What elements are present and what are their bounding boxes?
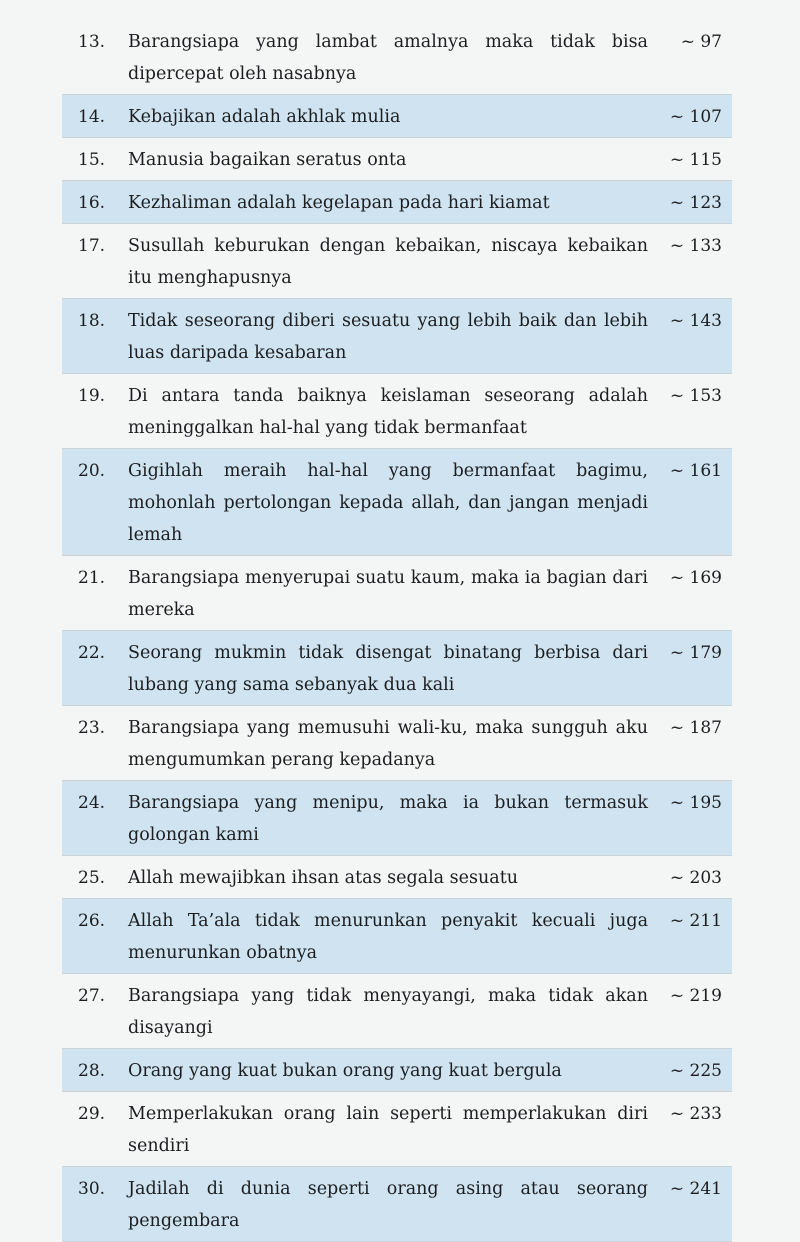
toc-entry-page-number: ~ 115: [669, 150, 722, 170]
toc-entry-page-number: ~ 97: [680, 32, 722, 52]
toc-entry-number: 19.: [78, 386, 106, 406]
toc-entry-title: Kebajikan adalah akhlak mulia: [128, 107, 401, 127]
toc-entry-page-number: ~ 153: [669, 386, 722, 406]
toc-entry-title: Memperlakukan orang lain seperti memperlakukan diri sendiri: [128, 1104, 648, 1156]
toc-entry-page-number: ~ 241: [669, 1179, 722, 1199]
toc-entry-number: 16.: [78, 193, 106, 213]
toc-entry-page-number: ~ 195: [669, 793, 722, 813]
toc-entry-number: 24.: [78, 793, 106, 813]
toc-entry-number: 26.: [78, 911, 106, 931]
toc-entry-number: 15.: [78, 150, 106, 170]
toc-entry-page-number: ~ 133: [669, 236, 722, 256]
toc-entry-title: Seorang mukmin tidak disengat binatang berbisa dari lubang yang sama sebanyak dua kali: [128, 643, 648, 695]
toc-entry-number: 22.: [78, 643, 106, 663]
toc-entry: [62, 20, 732, 95]
toc-entry-number: 28.: [78, 1061, 106, 1081]
toc-entry-page-number: ~ 233: [669, 1104, 722, 1124]
toc-entry-title: Susullah keburukan dengan kebaikan, niscaya kebaikan itu menghapusnya: [128, 236, 648, 288]
toc-entry-title: Orang yang kuat bukan orang yang kuat bergula: [128, 1061, 562, 1081]
toc-entry-page-number: ~ 225: [669, 1061, 722, 1081]
toc-entry: [62, 1092, 732, 1167]
toc-entry-number: 30.: [78, 1179, 106, 1199]
toc-entry: [62, 556, 732, 631]
toc-entry-page-number: ~ 203: [669, 868, 722, 888]
toc-entry: [62, 899, 732, 974]
toc-entry-title: Barangsiapa menyerupai suatu kaum, maka ia bagian dari mereka: [128, 568, 648, 620]
toc-entry-page-number: ~ 143: [669, 311, 722, 331]
toc-entry: [62, 974, 732, 1049]
toc-entry-number: 20.: [78, 461, 106, 481]
toc-entry-title: Barangsiapa yang menipu, maka ia bukan termasuk golongan kami: [128, 793, 648, 845]
toc-entry-number: 18.: [78, 311, 106, 331]
toc-entry-page-number: ~ 219: [669, 986, 722, 1006]
toc-entry-title: Jadilah di dunia seperti orang asing atau seorang pengembara: [128, 1179, 648, 1231]
toc-entry-title: Di antara tanda baiknya keislaman seseorang adalah meninggalkan hal-hal yang tidak bermanfaat: [128, 386, 648, 438]
toc-entry-title: Barangsiapa yang memusuhi wali-ku, maka sungguh aku mengumumkan perang kepadanya: [128, 718, 648, 770]
toc-entry-title: Gigihlah meraih hal-hal yang bermanfaat bagimu, mohonlah pertolongan kepada allah, dan jangan menjadi lemah: [128, 461, 648, 545]
toc-entry: [62, 181, 732, 224]
toc-entry-number: 13.: [78, 32, 106, 52]
toc-entry: [62, 781, 732, 856]
toc-entry-number: 27.: [78, 986, 106, 1006]
toc-entry-page-number: ~ 107: [669, 107, 722, 127]
toc-entry: [62, 856, 732, 899]
toc-entry: [62, 95, 732, 138]
toc-entry: [62, 374, 732, 449]
toc-entry: [62, 138, 732, 181]
toc-entry-number: 23.: [78, 718, 106, 738]
toc-entry: [62, 299, 732, 374]
toc-entry-title: Barangsiapa yang tidak menyayangi, maka tidak akan disayangi: [128, 986, 648, 1038]
toc-entry: [62, 224, 732, 299]
toc-entry-page-number: ~ 169: [669, 568, 722, 588]
toc-entry: [62, 1049, 732, 1092]
toc-entry-title: Kezhaliman adalah kegelapan pada hari kiamat: [128, 193, 550, 213]
toc-entry-page-number: ~ 161: [669, 461, 722, 481]
toc-entry: [62, 631, 732, 706]
toc-entry-title: Barangsiapa yang lambat amalnya maka tidak bisa dipercepat oleh nasabnya: [128, 32, 648, 84]
toc-entry-number: 21.: [78, 568, 106, 588]
toc-entry-title: Allah mewajibkan ihsan atas segala sesuatu: [128, 868, 519, 888]
toc-entry-title: Manusia bagaikan seratus onta: [128, 150, 407, 170]
toc-entry-number: 29.: [78, 1104, 106, 1124]
toc-entry-number: 17.: [78, 236, 106, 256]
toc-entry-page-number: ~ 211: [669, 911, 722, 931]
toc-entry-page-number: ~ 123: [669, 193, 722, 213]
toc-entry-number: 25.: [78, 868, 106, 888]
table-of-contents: [62, 20, 732, 1242]
toc-entry-page-number: ~ 187: [669, 718, 722, 738]
toc-entry: [62, 1167, 732, 1242]
toc-entry-title: Tidak seseorang diberi sesuatu yang lebih baik dan lebih luas daripada kesabaran: [128, 311, 648, 363]
toc-entry: [62, 706, 732, 781]
toc-entry-number: 14.: [78, 107, 106, 127]
toc-entry-title: Allah Ta’ala tidak menurunkan penyakit kecuali juga menurunkan obatnya: [128, 911, 648, 963]
toc-entry: [62, 449, 732, 556]
toc-entry-page-number: ~ 179: [669, 643, 722, 663]
